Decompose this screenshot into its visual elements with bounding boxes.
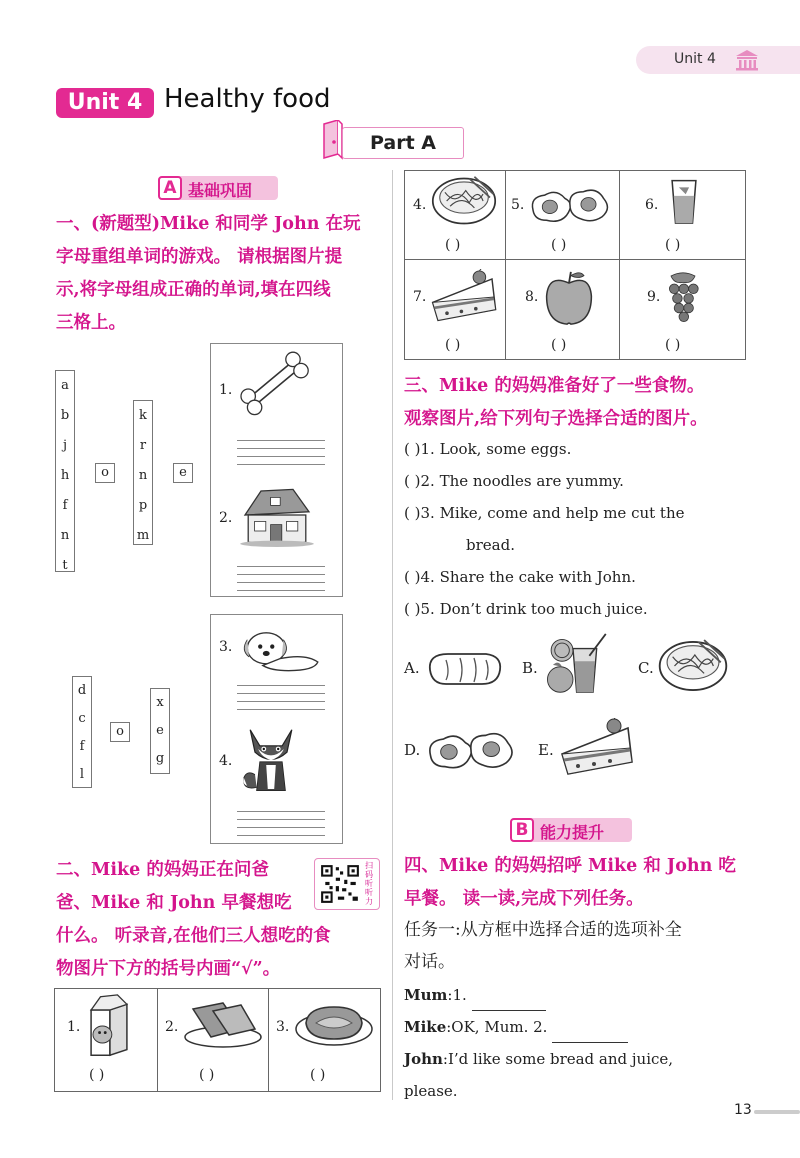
q3-line: 观察图片,给下列句子选择合适的图片。 bbox=[404, 409, 708, 429]
answer-panel-2 bbox=[210, 614, 343, 844]
page-number-bar bbox=[754, 1110, 800, 1114]
letter: n bbox=[60, 528, 70, 543]
answer-paren[interactable]: ( ) bbox=[310, 1067, 326, 1083]
bread-picture bbox=[183, 999, 263, 1049]
letter: c bbox=[78, 711, 86, 726]
q1-instructions bbox=[56, 208, 386, 340]
part-label: Part A bbox=[342, 127, 464, 159]
bread-loaf-picture bbox=[424, 648, 504, 688]
q2-cell bbox=[55, 989, 158, 1091]
cake-slice-picture bbox=[558, 718, 638, 778]
q3-sentences bbox=[404, 433, 744, 625]
letter: l bbox=[79, 767, 85, 782]
letter: k bbox=[139, 408, 147, 423]
item-number: 2. bbox=[219, 510, 233, 526]
speaker: Mum bbox=[404, 986, 448, 1004]
section-b-title: 能力提升 bbox=[540, 823, 605, 842]
q3-sentence bbox=[404, 433, 744, 465]
dialog-line bbox=[404, 1075, 744, 1107]
option-a-letter: A. bbox=[404, 659, 420, 677]
item-number: 1. bbox=[219, 382, 233, 398]
juice-orange-picture bbox=[542, 630, 624, 698]
qr-code-label: 扫码听听力 bbox=[365, 861, 373, 906]
letter-column-2a bbox=[72, 676, 92, 788]
answer-paren[interactable]: ( ) bbox=[551, 237, 567, 253]
letter: n bbox=[138, 468, 148, 483]
letter: h bbox=[60, 468, 70, 483]
q2-grid-row-1 bbox=[54, 988, 381, 1092]
qr-code-icon[interactable] bbox=[319, 863, 361, 905]
q3-sentence bbox=[404, 529, 744, 561]
section-b-badge bbox=[510, 818, 632, 842]
q4-instructions bbox=[404, 850, 744, 916]
milk-picture bbox=[85, 993, 133, 1059]
q2-cell bbox=[159, 989, 269, 1091]
sentence-text: 3. Mike, come and help me cut the bbox=[420, 504, 685, 522]
q2-line: 爸、Mike 和 John 早餐想吃 bbox=[56, 893, 292, 913]
blank-2[interactable] bbox=[552, 1025, 628, 1043]
item-number: 3. bbox=[276, 1019, 290, 1035]
item-number: 5. bbox=[511, 197, 525, 213]
bone-picture bbox=[237, 350, 317, 420]
apple-picture bbox=[541, 267, 597, 329]
eggs-picture bbox=[527, 185, 613, 227]
dialog-text: :I’d like some bread and juice, bbox=[442, 1050, 674, 1068]
item-number: 4. bbox=[413, 197, 427, 213]
task-line: 任务一:从方框中选择合适的选项补全 bbox=[404, 920, 682, 940]
answer-paren[interactable]: ( ) bbox=[445, 237, 461, 253]
q2-line: 物图片下方的括号内画“√”。 bbox=[56, 959, 281, 979]
q2-cell bbox=[270, 989, 380, 1091]
q2-line: 什么。 听录音,在他们三人想吃的食 bbox=[56, 926, 331, 946]
qr-code-box[interactable] bbox=[314, 858, 380, 910]
option-c-letter: C. bbox=[638, 659, 654, 677]
noodles-picture bbox=[429, 175, 499, 227]
letter-column-1a bbox=[55, 370, 75, 572]
sentence-text: 1. Look, some eggs. bbox=[420, 440, 572, 458]
dialog-text: :OK, Mum. 2. bbox=[446, 1018, 548, 1036]
juice-picture bbox=[667, 175, 701, 227]
cake-picture bbox=[429, 269, 501, 325]
answer-paren[interactable]: ( ) bbox=[404, 440, 421, 458]
item-number: 4. bbox=[219, 753, 233, 769]
item-number: 8. bbox=[525, 289, 539, 305]
unit-header-tab bbox=[636, 46, 800, 74]
dialog-line bbox=[404, 979, 744, 1011]
task-line: 对话。 bbox=[404, 952, 455, 972]
letter-box-e: e bbox=[173, 463, 193, 483]
answer-paren[interactable]: ( ) bbox=[665, 237, 681, 253]
answer-panel-1 bbox=[210, 343, 343, 597]
item-number: 9. bbox=[647, 289, 661, 305]
letter-box-o: o bbox=[95, 463, 115, 483]
answer-paren[interactable]: ( ) bbox=[199, 1067, 215, 1083]
letter-box-o: o bbox=[110, 722, 130, 742]
item-number: 3. bbox=[219, 639, 233, 655]
q3-sentence bbox=[404, 593, 744, 625]
answer-paren[interactable]: ( ) bbox=[404, 600, 421, 618]
speaker: John bbox=[404, 1050, 443, 1068]
page-title: Healthy food bbox=[164, 84, 331, 114]
speaker: Mike bbox=[404, 1018, 447, 1036]
item-number: 2. bbox=[165, 1019, 179, 1035]
item-number: 6. bbox=[645, 197, 659, 213]
letter-column-2b bbox=[150, 688, 170, 774]
page-number: 13 bbox=[734, 1102, 752, 1118]
letter: a bbox=[61, 378, 69, 393]
q4-dialog bbox=[404, 979, 744, 1107]
q1-line: 三格上。 bbox=[56, 313, 126, 333]
letter: x bbox=[156, 695, 164, 710]
answer-paren[interactable]: ( ) bbox=[445, 337, 461, 353]
answer-paren[interactable]: ( ) bbox=[404, 472, 421, 490]
letter: f bbox=[62, 498, 68, 513]
letter: p bbox=[138, 498, 148, 513]
writing-lines[interactable] bbox=[237, 685, 325, 713]
q3-sentence bbox=[404, 561, 744, 593]
sentence-text: 2. The noodles are yummy. bbox=[420, 472, 624, 490]
meat-picture bbox=[294, 999, 374, 1049]
fox-picture bbox=[239, 721, 303, 801]
unit-header-label: Unit 4 bbox=[674, 51, 716, 67]
sentence-text: 4. Share the cake with John. bbox=[420, 568, 636, 586]
answer-paren[interactable]: ( ) bbox=[665, 337, 681, 353]
q3-sentence bbox=[404, 497, 744, 529]
option-e-letter: E. bbox=[538, 741, 554, 759]
q1-line: 一、(新题型)Mike 和同学 John 在玩 bbox=[56, 214, 361, 234]
answer-paren[interactable]: ( ) bbox=[404, 568, 421, 586]
q4-line: 早餐。 读一读,完成下列任务。 bbox=[404, 889, 644, 909]
q2-grid-rows-2-3 bbox=[404, 170, 746, 360]
answer-paren[interactable]: ( ) bbox=[89, 1067, 105, 1083]
building-icon bbox=[734, 48, 760, 76]
dialog-line bbox=[404, 1011, 744, 1043]
house-picture bbox=[237, 482, 317, 548]
q3-line: 三、Mike 的妈妈准备好了一些食物。 bbox=[404, 376, 705, 396]
letter-column-1b bbox=[133, 400, 153, 545]
letter: t bbox=[62, 558, 68, 573]
q1-line: 字母重组单词的游戏。 请根据图片提 bbox=[56, 247, 343, 267]
item-number: 1. bbox=[67, 1019, 81, 1035]
answer-paren[interactable]: ( ) bbox=[404, 504, 421, 522]
letter: m bbox=[136, 528, 150, 543]
writing-lines[interactable] bbox=[237, 811, 325, 839]
option-d-letter: D. bbox=[404, 741, 421, 759]
writing-lines[interactable] bbox=[237, 566, 325, 594]
dialog-line bbox=[404, 1043, 744, 1075]
dialog-text: please. bbox=[404, 1082, 458, 1100]
sentence-text: 5. Don’t drink too much juice. bbox=[420, 600, 648, 618]
letter: g bbox=[155, 751, 165, 766]
blank-1[interactable] bbox=[472, 993, 546, 1011]
noodles-bowl-picture bbox=[656, 638, 730, 694]
section-b-letter: B bbox=[510, 818, 534, 842]
grapes-picture bbox=[663, 265, 703, 327]
q1-line: 示,将字母组成正确的单词,填在四线 bbox=[56, 280, 331, 300]
option-b-letter: B. bbox=[522, 659, 538, 677]
letter: r bbox=[139, 438, 147, 453]
section-a-title: 基础巩固 bbox=[188, 181, 253, 200]
letter: d bbox=[77, 683, 87, 698]
q4-line: 四、Mike 的妈妈招呼 Mike 和 John 吃 bbox=[404, 856, 736, 876]
writing-lines[interactable] bbox=[237, 440, 325, 468]
letter: j bbox=[62, 438, 68, 453]
q4-task bbox=[404, 914, 744, 978]
q3-instructions bbox=[404, 370, 754, 436]
section-a-letter: A bbox=[158, 176, 182, 200]
letter: b bbox=[60, 408, 70, 423]
fried-eggs-picture bbox=[424, 728, 518, 774]
item-number: 7. bbox=[413, 289, 427, 305]
dog-picture bbox=[237, 623, 323, 677]
letter: f bbox=[79, 739, 85, 754]
sentence-text: bread. bbox=[466, 536, 515, 554]
section-a-badge bbox=[158, 176, 278, 200]
dialog-text: :1. bbox=[447, 986, 467, 1004]
q2-line: 二、Mike 的妈妈正在问爸 bbox=[56, 860, 269, 880]
unit-title-badge: Unit 4 bbox=[56, 88, 154, 118]
letter: e bbox=[156, 723, 164, 738]
answer-paren[interactable]: ( ) bbox=[551, 337, 567, 353]
q3-sentence bbox=[404, 465, 744, 497]
column-divider bbox=[392, 170, 393, 1100]
